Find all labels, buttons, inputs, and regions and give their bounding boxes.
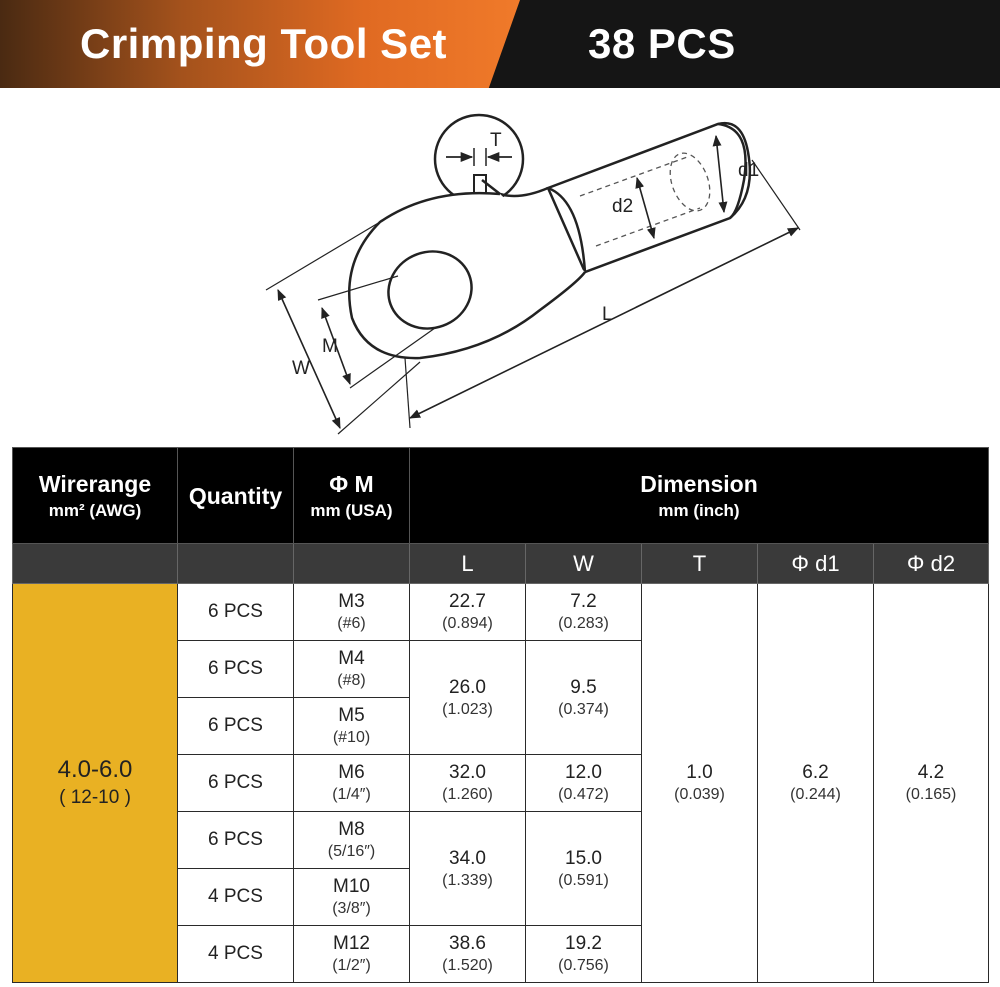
- banner-title: Crimping Tool Set: [80, 20, 448, 67]
- ring-terminal-diagram: [0, 88, 1000, 445]
- quantity-cell: 6 PCS: [178, 641, 294, 698]
- wirerange-cell: 4.0-6.0 ( 12-10 ): [13, 584, 178, 983]
- stud-size-cell: M8 (5/16″): [294, 812, 410, 869]
- stud-size-cell: M4 (#8): [294, 641, 410, 698]
- quantity-cell: 6 PCS: [178, 698, 294, 755]
- subheader-d2: Φ d2: [874, 544, 989, 584]
- label-d2: d2: [612, 196, 634, 217]
- quantity-cell: 6 PCS: [178, 812, 294, 869]
- stud-size-cell: M3 (#6): [294, 584, 410, 641]
- header-phi-m: Φ M mm (USA): [294, 448, 410, 544]
- length-cell: 34.0 (1.339): [410, 812, 526, 926]
- subheader-blank: [13, 544, 178, 584]
- label-w: W: [292, 358, 310, 379]
- label-l: L: [602, 304, 613, 325]
- width-cell: 19.2 (0.756): [526, 926, 642, 983]
- header-banner: [0, 0, 1000, 88]
- table-header-row: [13, 448, 989, 544]
- width-cell: 9.5 (0.374): [526, 641, 642, 755]
- subheader-blank: [178, 544, 294, 584]
- d2-cell: 4.2 (0.165): [874, 584, 989, 983]
- quantity-cell: 4 PCS: [178, 869, 294, 926]
- width-cell: 15.0 (0.591): [526, 812, 642, 926]
- stud-size-cell: M10 (3/8″): [294, 869, 410, 926]
- subheader-d1: Φ d1: [758, 544, 874, 584]
- label-m: M: [322, 336, 338, 357]
- thickness-detail: [435, 115, 523, 203]
- length-cell: 22.7 (0.894): [410, 584, 526, 641]
- quantity-cell: 6 PCS: [178, 755, 294, 812]
- table-row: [13, 584, 989, 641]
- quantity-cell: 4 PCS: [178, 926, 294, 983]
- stud-size-cell: M5 (#10): [294, 698, 410, 755]
- length-cell: 26.0 (1.023): [410, 641, 526, 755]
- terminal-body: [349, 123, 750, 358]
- header-quantity: Quantity: [178, 448, 294, 544]
- header-dimension: Dimension mm (inch): [410, 448, 989, 544]
- width-cell: 7.2 (0.283): [526, 584, 642, 641]
- stud-size-cell: M6 (1/4″): [294, 755, 410, 812]
- stud-size-cell: M12 (1/2″): [294, 926, 410, 983]
- quantity-cell: 6 PCS: [178, 584, 294, 641]
- ring-terminal-drawing: [0, 88, 1000, 445]
- table-subheader-row: [13, 544, 989, 584]
- label-t: T: [490, 130, 502, 151]
- width-cell: 12.0 (0.472): [526, 755, 642, 812]
- subheader-t: T: [642, 544, 758, 584]
- header-wirerange: Wirerange mm² (AWG): [13, 448, 178, 544]
- length-cell: 32.0 (1.260): [410, 755, 526, 812]
- label-d1: d1: [738, 160, 760, 181]
- banner-count: 38 PCS: [588, 20, 736, 67]
- subheader-blank: [294, 544, 410, 584]
- thickness-cell: 1.0 (0.039): [642, 584, 758, 983]
- subheader-l: L: [410, 544, 526, 584]
- length-cell: 38.6 (1.520): [410, 926, 526, 983]
- d1-cell: 6.2 (0.244): [758, 584, 874, 983]
- subheader-w: W: [526, 544, 642, 584]
- spec-table: [12, 447, 989, 983]
